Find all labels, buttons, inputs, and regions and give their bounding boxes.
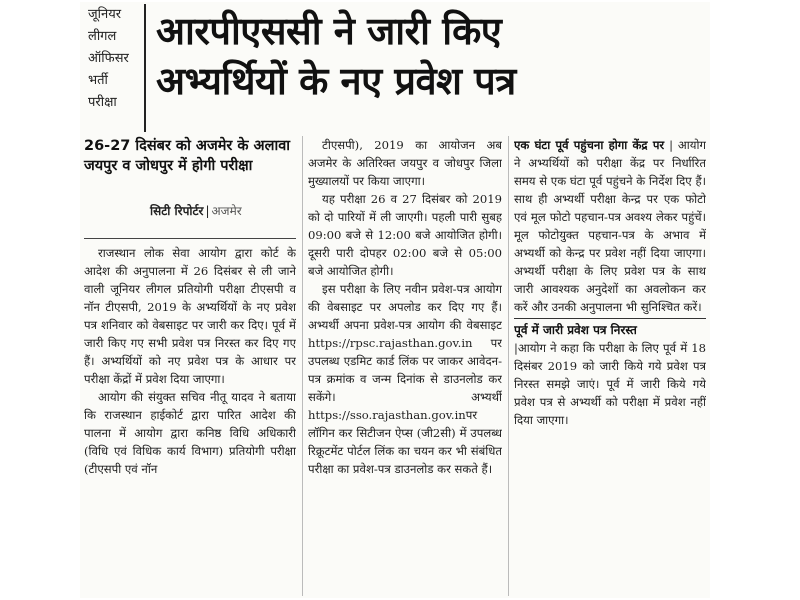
headline [156, 6, 706, 106]
article-paragraph: टीएसपी), 2019 का आयोजन अब अजमेर के अतिरिक्त जयपुर व जोधपुर जिला मुख्यालयों पर किया जाएगा। [308, 138, 502, 188]
section-subheading: पूर्व में जारी प्रवेश पत्र निरस्त [514, 318, 706, 339]
article-column-2 [308, 136, 502, 598]
kicker-line: जूनियर [88, 7, 122, 22]
paragraph-text: आयोग ने कहा कि परीक्षा के लिए पूर्व में 18 दिसंबर 2019 को जारी किये गये प्रवेश पत्र निरस्त समझे जाएं। पूर्व में जारी किये गये प्रवेश पत्र से अभ्यर्थी को परीक्षा में प्रवेश नहीं दिया जाएगा। [514, 341, 706, 427]
article-column-3 [514, 136, 706, 598]
subheadline: 26-27 दिसंबर को अजमेर के अलावा जयपुर व जोधपुर में होगी परीक्षा [84, 138, 291, 174]
paragraph-text: आयोग ने अभ्यर्थियों को परीक्षा केंद्र पर निर्धारित समय से एक घंटा पूर्व पहुंचने के निर्देश दिए हैं। साथ ही अभ्यर्थी परीक्षा केन्द्र पर एक फोटो एवं मूल फोटो पहचान-पत्र अवश्य लेकर पहुंचें। मूल फोटोयुक्त पहचान-पत्र के अभाव में अभ्यर्थी को केन्द्र पर प्रवेश नहीं दिया जाएगा। अभ्यर्थी परीक्षा के लिए प्रवेश पत्र के साथ जारी आवश्यक अनुदेशों का अवलोकन कर करें और उनकी अनुपालना भी सुनिश्चित करें। [514, 138, 706, 314]
article-paragraph: राजस्थान लोक सेवा आयोग द्वारा कोर्ट के आदेश की अनुपालना में 26 दिसंबर से ली जाने वाली जूनियर लीगल प्रतियोगी परीक्षा टीएसपी व नॉन टीएसपी, 2019 के अभ्यर्थियों के नए प्रवेश पत्र शनिवार को वेबसाइट पर जारी कर दिए। पूर्व में जारी किए गए सभी प्रवेश पत्र निरस्त कर दिए गए हैं। अभ्यर्थियों को नए प्रवेश पत्र के आधार पर परीक्षा केंद्रों में प्रवेश दिया जाएगा। [84, 246, 296, 386]
subhead-separator: | [514, 341, 518, 355]
section-lead: एक घंटा पूर्व पहुंचना होगा केंद्र पर [514, 138, 665, 152]
byline-reporter: सिटी रिपोर्टर [150, 204, 204, 218]
byline [150, 202, 296, 219]
kicker-line: लीगल [88, 29, 117, 44]
byline-rule [84, 238, 296, 239]
kicker-label [80, 4, 146, 132]
byline-place: अजमेर [211, 204, 242, 218]
headline-line-2: अभ्यर्थियों के नए प्रवेश पत्र [156, 59, 516, 103]
article-paragraph: आयोग की संयुक्त सचिव नीतू यादव ने बताया कि राजस्थान हाईकोर्ट द्वारा पारित आदेश की पालना में आयोग द्वारा कनिष्ठ विधि अधिकारी (विधि एवं विधिक कार्य विभाग) प्रतियोगी परीक्षा (टीएसपी एवं नॉन [84, 390, 296, 476]
newspaper-clipping [80, 2, 710, 598]
kicker-line: भर्ती [88, 73, 108, 88]
article-paragraph: इस परीक्षा के लिए नवीन प्रवेश-पत्र आयोग की वेबसाइट पर अपलोड कर दिए गए हैं। अभ्यर्थी अपना प्रवेश-पत्र आयोग की वेबसाइट https://rpsc.rajasthan.gov.in पर उपलब्ध एडमिट कार्ड लिंक पर जाकर आवेदन-पत्र क्रमांक व जन्म दिनांक से डाउनलोड कर सकेंगे। अभ्यर्थी https://sso.rajasthan.gov.inपर लॉगिन कर सिटीजन ऐप्स (जी2सी) में उपलब्ध रिक्रूटमेंट पोर्टल लिंक का चयन कर भी संबंधित परीक्षा का प्रवेश-पत्र डाउनलोड कर सकते हैं। [308, 282, 502, 476]
byline-separator: | [205, 204, 210, 218]
column-divider [508, 136, 509, 596]
kicker-line: ऑफिसर [88, 51, 129, 66]
column-divider [302, 136, 303, 596]
kicker-line: परीक्षा [88, 95, 117, 110]
article-column-1 [84, 244, 296, 598]
lead-separator: | [669, 138, 673, 152]
article-paragraph: यह परीक्षा 26 व 27 दिसंबर को 2019 को दो पारियों में ली जाएगी। पहली पारी सुबह 09:00 बजे से 12:00 बजे आयोजित होगी। दूसरी पारी दोपहर 02:00 बजे से 05:00 बजे आयोजित होगी। [308, 192, 502, 278]
headline-line-1: आरपीएससी ने जारी किए [156, 9, 502, 53]
article-paragraph [514, 136, 706, 316]
article-paragraph [514, 339, 706, 429]
